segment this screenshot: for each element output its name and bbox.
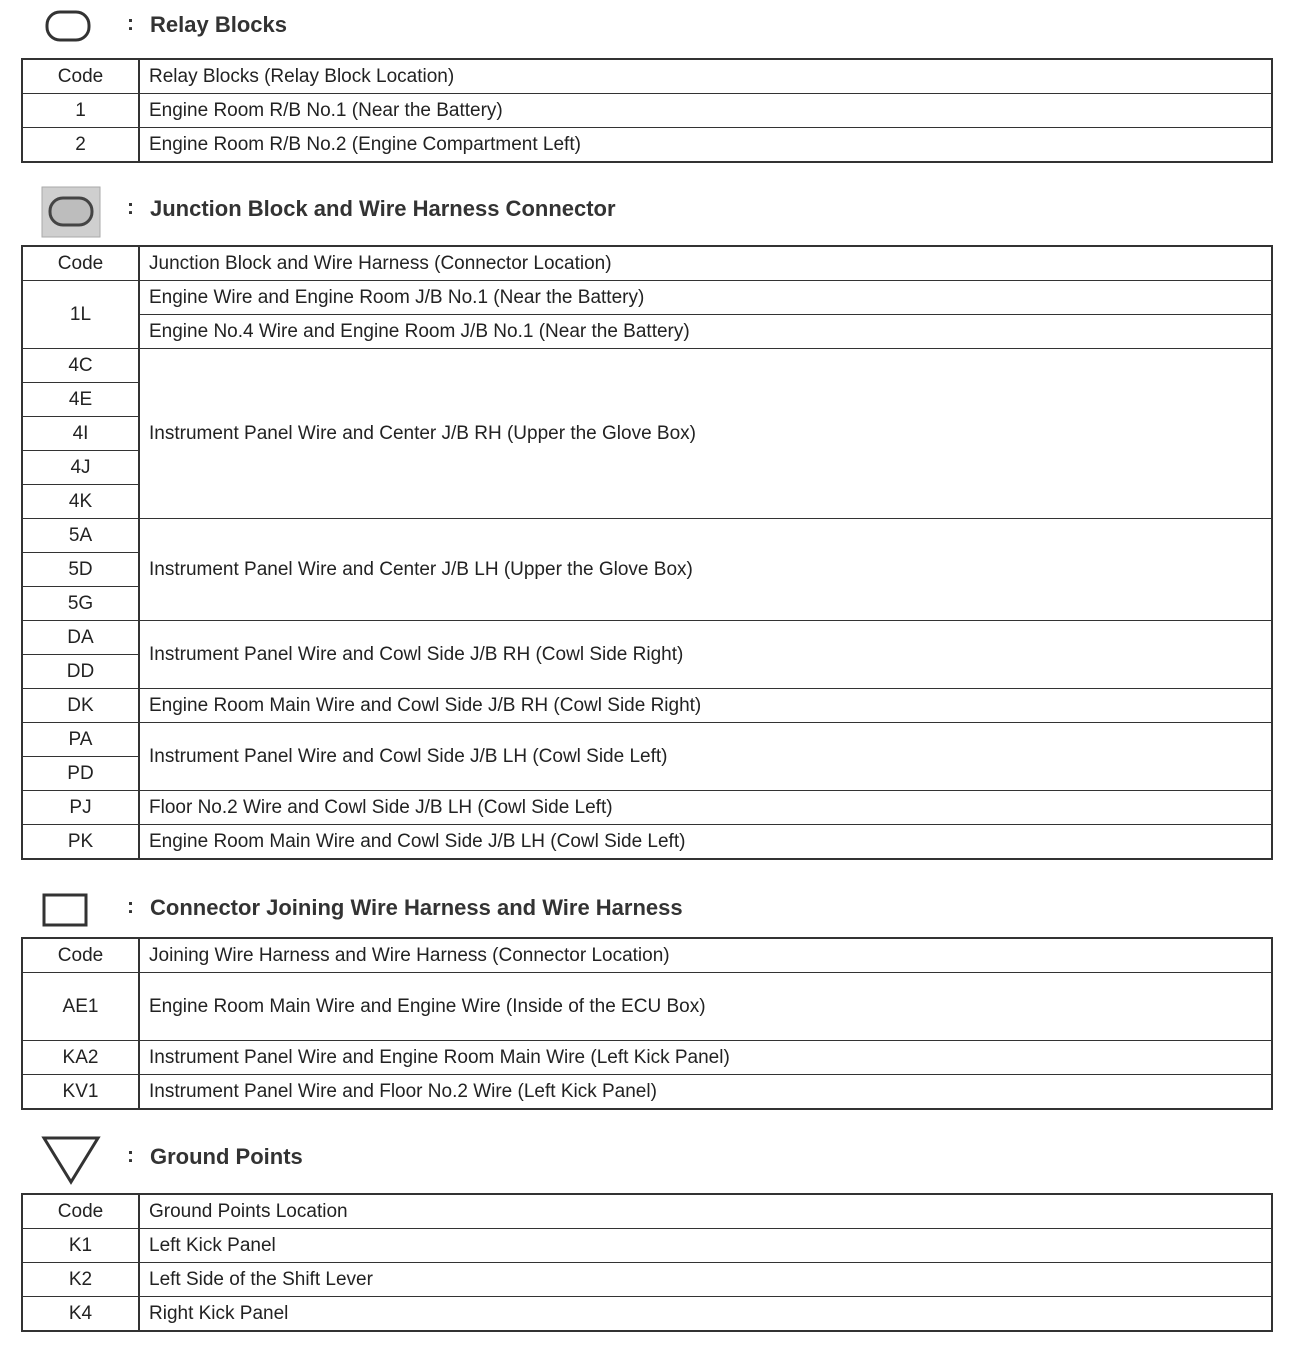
colon: : xyxy=(127,895,134,918)
location-cell: Right Kick Panel xyxy=(139,1297,1272,1332)
code-cell: AE1 xyxy=(22,973,139,1041)
table-header-row xyxy=(22,1194,1272,1229)
location-cell: Engine Room R/B No.2 (Engine Compartment Left) xyxy=(139,128,1272,163)
code-header: Code xyxy=(22,246,139,281)
code-cell: 4I xyxy=(22,417,139,451)
location-cell: Instrument Panel Wire and Center J/B LH (Upper the Glove Box) xyxy=(139,519,1272,621)
location-header: Joining Wire Harness and Wire Harness (Connector Location) xyxy=(139,938,1272,973)
code-cell: KV1 xyxy=(22,1075,139,1110)
rounded-rectangle-icon xyxy=(44,9,92,43)
section-title: Connector Joining Wire Harness and Wire Harness xyxy=(150,895,683,920)
location-header: Junction Block and Wire Harness (Connector Location) xyxy=(139,246,1272,281)
triangle-down-icon xyxy=(40,1134,102,1186)
code-cell: K1 xyxy=(22,1229,139,1263)
section-title: Junction Block and Wire Harness Connector xyxy=(150,196,616,221)
section-title: Ground Points xyxy=(150,1144,303,1169)
code-cell: 4C xyxy=(22,349,139,383)
connector-table xyxy=(21,937,1273,1110)
junction-block-heading xyxy=(0,184,1312,244)
location-cell: Left Side of the Shift Lever xyxy=(139,1263,1272,1297)
code-cell: 1L xyxy=(22,281,139,349)
table-row xyxy=(22,315,1272,349)
location-cell: Engine Room R/B No.1 (Near the Battery) xyxy=(139,94,1272,128)
colon: : xyxy=(127,1144,134,1167)
table-row xyxy=(22,621,1272,655)
code-cell: DD xyxy=(22,655,139,689)
table-row xyxy=(22,281,1272,315)
table-row xyxy=(22,128,1272,163)
code-cell: 5G xyxy=(22,587,139,621)
code-cell: DA xyxy=(22,621,139,655)
code-header: Code xyxy=(22,1194,139,1229)
rectangle-icon xyxy=(42,893,90,929)
code-cell: 4K xyxy=(22,485,139,519)
relay-blocks-heading xyxy=(0,0,1312,60)
location-cell: Engine Wire and Engine Room J/B No.1 (Near the Battery) xyxy=(139,281,1272,315)
location-cell: Instrument Panel Wire and Floor No.2 Wire (Left Kick Panel) xyxy=(139,1075,1272,1110)
table-header-row xyxy=(22,246,1272,281)
connector-heading xyxy=(0,883,1312,943)
table-row xyxy=(22,1297,1272,1332)
table-row xyxy=(22,791,1272,825)
section-title: Relay Blocks xyxy=(150,12,287,37)
ground-points-heading xyxy=(0,1132,1312,1192)
code-cell: KA2 xyxy=(22,1041,139,1075)
code-cell: PD xyxy=(22,757,139,791)
table-header-row xyxy=(22,59,1272,94)
location-header: Ground Points Location xyxy=(139,1194,1272,1229)
table-row xyxy=(22,825,1272,860)
location-cell: Instrument Panel Wire and Cowl Side J/B RH (Cowl Side Right) xyxy=(139,621,1272,689)
code-header: Code xyxy=(22,938,139,973)
code-cell: K4 xyxy=(22,1297,139,1332)
table-row xyxy=(22,689,1272,723)
table-row xyxy=(22,349,1272,383)
code-cell: PJ xyxy=(22,791,139,825)
code-header: Code xyxy=(22,59,139,94)
location-cell: Engine Room Main Wire and Cowl Side J/B LH (Cowl Side Left) xyxy=(139,825,1272,860)
location-cell: Floor No.2 Wire and Cowl Side J/B LH (Cowl Side Left) xyxy=(139,791,1272,825)
code-cell: PK xyxy=(22,825,139,860)
code-cell: 4J xyxy=(22,451,139,485)
colon: : xyxy=(127,196,134,219)
table-row xyxy=(22,1263,1272,1297)
location-header: Relay Blocks (Relay Block Location) xyxy=(139,59,1272,94)
colon: : xyxy=(127,12,134,35)
location-cell: Engine No.4 Wire and Engine Room J/B No.1 (Near the Battery) xyxy=(139,315,1272,349)
location-cell: Instrument Panel Wire and Cowl Side J/B LH (Cowl Side Left) xyxy=(139,723,1272,791)
code-cell: 5D xyxy=(22,553,139,587)
code-cell: K2 xyxy=(22,1263,139,1297)
table-row xyxy=(22,723,1272,757)
junction-block-table xyxy=(21,245,1273,860)
relay-blocks-table xyxy=(21,58,1273,163)
location-cell: Instrument Panel Wire and Engine Room Main Wire (Left Kick Panel) xyxy=(139,1041,1272,1075)
location-cell: Engine Room Main Wire and Cowl Side J/B RH (Cowl Side Right) xyxy=(139,689,1272,723)
ground-points-table xyxy=(21,1193,1273,1332)
table-row xyxy=(22,519,1272,553)
shaded-rounded-rectangle-icon xyxy=(41,186,103,238)
code-cell: PA xyxy=(22,723,139,757)
code-cell: 1 xyxy=(22,94,139,128)
table-header-row xyxy=(22,938,1272,973)
table-row xyxy=(22,94,1272,128)
table-row xyxy=(22,973,1272,1041)
code-cell: 5A xyxy=(22,519,139,553)
table-row xyxy=(22,1041,1272,1075)
code-cell: 4E xyxy=(22,383,139,417)
location-cell: Instrument Panel Wire and Center J/B RH (Upper the Glove Box) xyxy=(139,349,1272,519)
code-cell: DK xyxy=(22,689,139,723)
table-row xyxy=(22,1229,1272,1263)
location-cell: Engine Room Main Wire and Engine Wire (Inside of the ECU Box) xyxy=(139,973,1272,1041)
table-row xyxy=(22,1075,1272,1110)
code-cell: 2 xyxy=(22,128,139,163)
location-cell: Left Kick Panel xyxy=(139,1229,1272,1263)
